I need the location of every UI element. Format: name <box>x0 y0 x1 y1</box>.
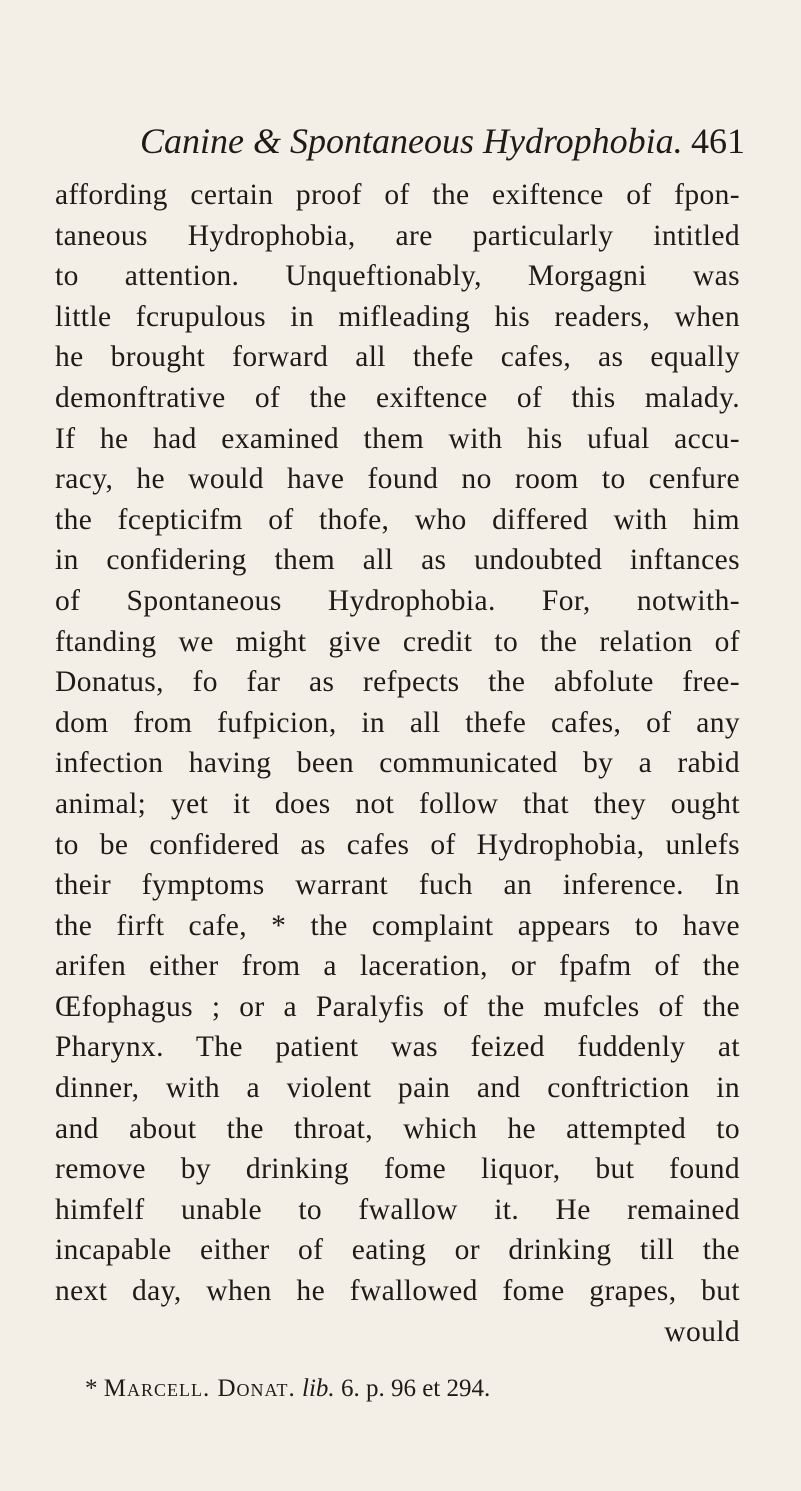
text-line: Œfophagus ; or a Paralyfis of the mufcles of the <box>55 990 740 1023</box>
text-line: ftanding we might give credit to the relation of <box>55 625 740 658</box>
text-line: he brought forward all thefe cafes, as equally <box>55 341 740 374</box>
text-line: Pharynx. The patient was feized fuddenly at <box>55 1031 740 1064</box>
text-line: the firft cafe, * the complaint appears to have <box>55 909 740 942</box>
text-line: himfelf unable to fwallow it. He remained <box>55 1193 740 1226</box>
text-line: in confidering them all as undoubted inftances <box>55 544 740 577</box>
footnote-marker: * <box>85 1375 98 1402</box>
footnote-ref-italic: lib. <box>302 1375 335 1402</box>
running-title: Canine & Spontaneous Hydrophobia. <box>140 121 683 161</box>
text-line: If he had examined them with his ufual accu- <box>55 422 740 455</box>
text-line: little fcrupulous in mifleading his readers, when <box>55 300 740 333</box>
page-number: 461 <box>691 121 745 161</box>
text-line: next day, when he fwallowed fome grapes, but <box>55 1275 740 1308</box>
text-line: would <box>664 1315 740 1348</box>
text-line: Donatus, fo far as refpects the abfolute free- <box>55 666 740 699</box>
text-line: the fcepticifm of thofe, who differed with him <box>55 503 740 536</box>
footnote <box>85 1375 725 1403</box>
text-line: of Spontaneous Hydrophobia. For, notwith- <box>55 584 740 617</box>
text-line: to be confidered as cafes of Hydrophobia, unlefs <box>55 828 740 861</box>
running-header <box>140 120 745 162</box>
text-line: remove by drinking fome liquor, but found <box>55 1153 740 1186</box>
text-line: racy, he would have found no room to cenfure <box>55 463 740 496</box>
text-line: their fymptoms warrant fuch an inference. In <box>55 869 740 902</box>
text-line: taneous Hydrophobia, are particularly intitled <box>55 219 740 252</box>
text-line: and about the throat, which he attempted to <box>55 1112 740 1145</box>
footnote-author: Marcell. Donat. <box>103 1375 296 1402</box>
text-line: dinner, with a violent pain and conftriction in <box>55 1072 740 1105</box>
text-line: to attention. Unqueftionably, Morgagni was <box>55 260 740 293</box>
text-line: demonftrative of the exiftence of this malady. <box>55 381 740 414</box>
text-line: dom from fufpicion, in all thefe cafes, of any <box>55 706 740 739</box>
footnote-ref: 6. p. 96 et 294. <box>340 1375 491 1402</box>
text-line: animal; yet it does not follow that they ought <box>55 787 740 820</box>
body-text <box>55 175 740 1352</box>
text-line: arifen either from a laceration, or fpafm of the <box>55 950 740 983</box>
text-line: affording certain proof of the exiftence of fpon- <box>55 179 740 211</box>
text-line: infection having been communicated by a rabid <box>55 747 740 780</box>
text-line: incapable either of eating or drinking till the <box>55 1234 740 1267</box>
